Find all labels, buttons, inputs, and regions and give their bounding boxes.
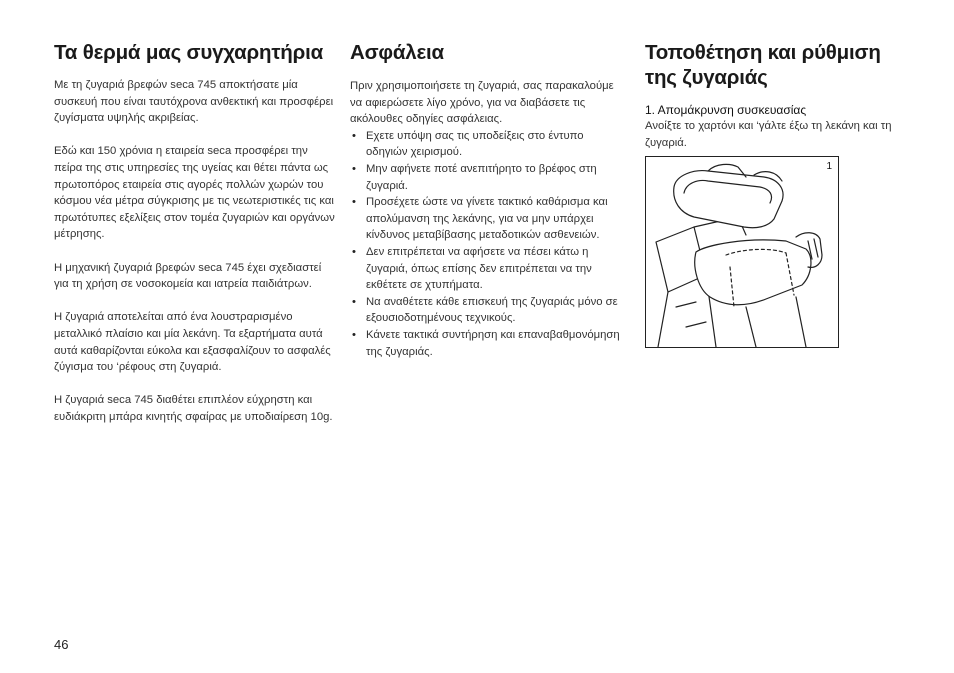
intro-paragraph-2: Εδώ και 150 χρόνια η εταιρεία seca προσφέρει την πείρα της στις υπηρεσίες της υγείας και θέτει πάντα ως πρωτοπόρος εταιρεία στις αγορές πολλών χωρών του κόσμου νέα μέτρα σύγκρισης με τις νεωτεριστικές τις και πρωτότυπες εξελίξεις στον τομέα ζυγαριών και οργάνων μέτρησης. <box>54 145 335 241</box>
unpacking-text: Ανοίξτε το χαρτόνι και ‘γάλτε έξω τη λεκάνη και τη ζυγαριά. <box>645 120 892 149</box>
safety-item: • Δεν επιτρέπεται να αφήσετε να πέσει κάτω η ζυγαριά, όπως επίσης δεν επιτρέπεται να την εκθέτετε σε χτυπήματα. <box>350 244 625 294</box>
safety-item: • Να αναθέτετε κάθε επισκευή της ζυγαριάς μόνο σε εξουσιοδοτημένους τεχνικούς. <box>350 294 625 327</box>
intro-paragraph-1: Με τη ζυγαριά βρεφών seca 745 αποκτήσατε μία συσκευή που είναι ταυτόχρονα ανθεκτική και προσφέρει ζυγίσματα υψηλής ακριβείας. <box>54 79 334 125</box>
safety-item: • Εχετε υπόψη σας τις υποδείξεις στο έντυπο οδηγιών χειρισμού. <box>350 128 625 161</box>
safety-item: • Κάνετε τακτικά συντήρηση και επαναβαθμονόμηση της ζυγαριάς. <box>350 327 625 360</box>
unpacking-subheading: 1. Απομάκρυνση συσκευασίας <box>645 103 807 117</box>
figure-number: 1 <box>826 161 832 172</box>
column-intro <box>54 40 339 425</box>
safety-list <box>350 128 625 360</box>
column-setup <box>645 40 910 151</box>
intro-paragraph-5: Η ζυγαριά seca 745 διαθέτει επιπλέον εύχρηστη και ευδιάκριτη μπάρα κινητής σφαίρας με υποδιαίρεση 10g. <box>54 394 333 423</box>
intro-paragraph-3: Η μηχανική ζυγαριά βρεφών seca 745 έχει σχεδιαστεί για τη χρήση σε νοσοκομεία και ιατρεία παιδιάτρων. <box>54 261 322 291</box>
safety-heading: Ασφάλεια <box>350 41 444 64</box>
page-number: 46 <box>54 637 69 652</box>
setup-heading: Τοποθέτηση και ρύθμιση της ζυγαριάς <box>645 41 881 89</box>
safety-item: • Προσέχετε ώστε να γίνετε τακτικό καθάρισμα και απολύμανση της λεκάνης, για να μην υπάρχει κίνδυνος μεταβίβασης μεταδοτικών ασθενειών. <box>350 194 625 244</box>
column-safety <box>350 40 625 360</box>
safety-item: • Μην αφήνετε ποτέ ανεπιτήρητο το βρέφος στη ζυγαριά. <box>350 161 625 194</box>
intro-paragraph-4: Η ζυγαριά αποτελείται από ένα λουστραρισμένο μεταλλικό πλαίσιο και μία λεκάνη. Τα εξαρτήματα αυτά αυτά καθαρίζονται εύκολα και εξασφαλίζουν το ασφαλές ζύγισμα του ‘ρέφους στη ζυγαριά. <box>54 311 331 374</box>
congratulations-heading: Τα θερμά μας συγχαρητήρια <box>54 41 324 64</box>
unpacking-illustration <box>645 156 839 348</box>
safety-intro: Πριν χρησιμοποιήσετε τη ζυγαριά, σας παρακαλούμε να αφιερώσετε λίγο χρόνο, για να διαβάσετε τις ακόλουθες οδηγίες ασφάλειας. <box>350 80 614 126</box>
scale-box-drawing <box>646 157 838 347</box>
